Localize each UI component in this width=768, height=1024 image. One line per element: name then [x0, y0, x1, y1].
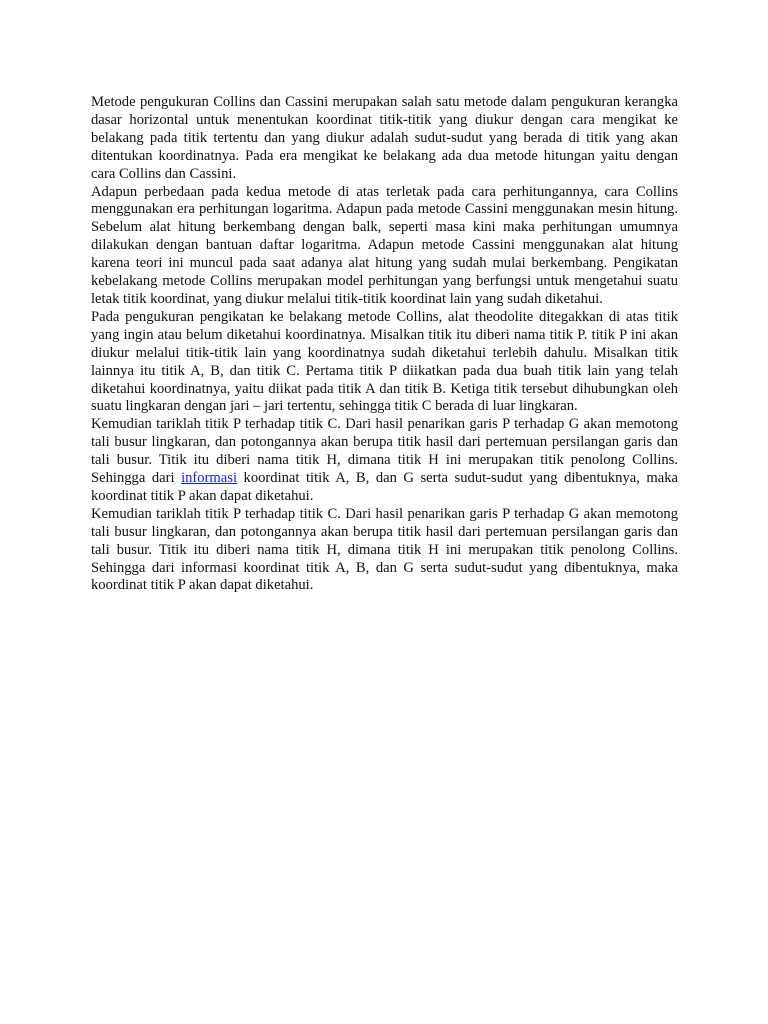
paragraph-collins-helper-text-before: Kemudian tariklah titik P terhadap titik C. Dari hasil penarikan garis P terhadap G akan memotong tali busur lingkaran, dan potongannya akan berupa titik hasil dari pertemuan persilangan garis dan tali busur. Titik itu diberi nama titik H, dimana titik H ini merupakan titik penolong Collins. Sehingga dari	[91, 416, 678, 487]
paragraph-collins-helper	[91, 416, 678, 506]
paragraph-difference: Adapun perbedaan pada kedua metode di atas terletak pada cara perhitungannya, cara Collins menggunakan era perhitungan logaritma. Adapun pada metode Cassini menggunakan mesin hitung. Sebelum alat hitung berkembang dengan balk, seperti masa kini maka perhitungan umumnya dilakukan dengan bantuan daftar logaritma. Adapun metode Cassini menggunakan alat hitung karena teori ini muncul pada saat adanya alat hitung yang sudah mulai berkembang. Pengikatan kebelakang metode Collins merupakan model perhitungan yang berfungsi untuk mengetahui suatu letak titik koordinat, yang diukur melalui titik-titik koordinat lain yang sudah diketahui.	[91, 183, 678, 307]
document-body	[91, 94, 678, 595]
paragraph-collins-helper-text-after: koordinat titik A, B, dan G serta sudut-sudut yang dibentuknya, maka koordinat titik P akan dapat diketahui.	[91, 470, 678, 504]
informasi-link[interactable]: informasi	[181, 470, 237, 487]
paragraph-measurement: Pada pengukuran pengikatan ke belakang metode Collins, alat theodolite ditegakkan di atas titik yang ingin atau belum diketahui koordinatnya. Misalkan titik itu diberi nama titik P. titik P ini akan diukur melalui titik-titik lain yang koordinatnya sudah diketahui terlebih dahulu. Misalkan titik lainnya itu titik A, B, dan titik C. Pertama titik P diikatkan pada dua buah titik lain yang telah diketahui koordinatnya, yaitu diikat pada titik A dan titik B. Ketiga titik tersebut dihubungkan oleh suatu lingkaran dengan jari – jari tertentu, sehingga titik C berada di luar lingkaran.	[91, 308, 678, 415]
paragraph-collins-helper-repeat: Kemudian tariklah titik P terhadap titik C. Dari hasil penarikan garis P terhadap G akan memotong tali busur lingkaran, dan potongannya akan berupa titik hasil dari pertemuan persilangan garis dan tali busur. Titik itu diberi nama titik H, dimana titik H ini merupakan titik penolong Collins. Sehingga dari informasi koordinat titik A, B, dan G serta sudut-sudut yang dibentuknya, maka koordinat titik P akan dapat diketahui.	[91, 505, 678, 594]
paragraph-intro: Metode pengukuran Collins dan Cassini merupakan salah satu metode dalam pengukuran kerangka dasar horizontal untuk menentukan koordinat titik-titik yang diukur dengan cara mengikat ke belakang pada titik tertentu dan yang diukur adalah sudut-sudut yang berada di titik yang akan ditentukan koordinatnya. Pada era mengikat ke belakang ada dua metode hitungan yaitu dengan cara Collins dan Cassini.	[91, 94, 678, 182]
